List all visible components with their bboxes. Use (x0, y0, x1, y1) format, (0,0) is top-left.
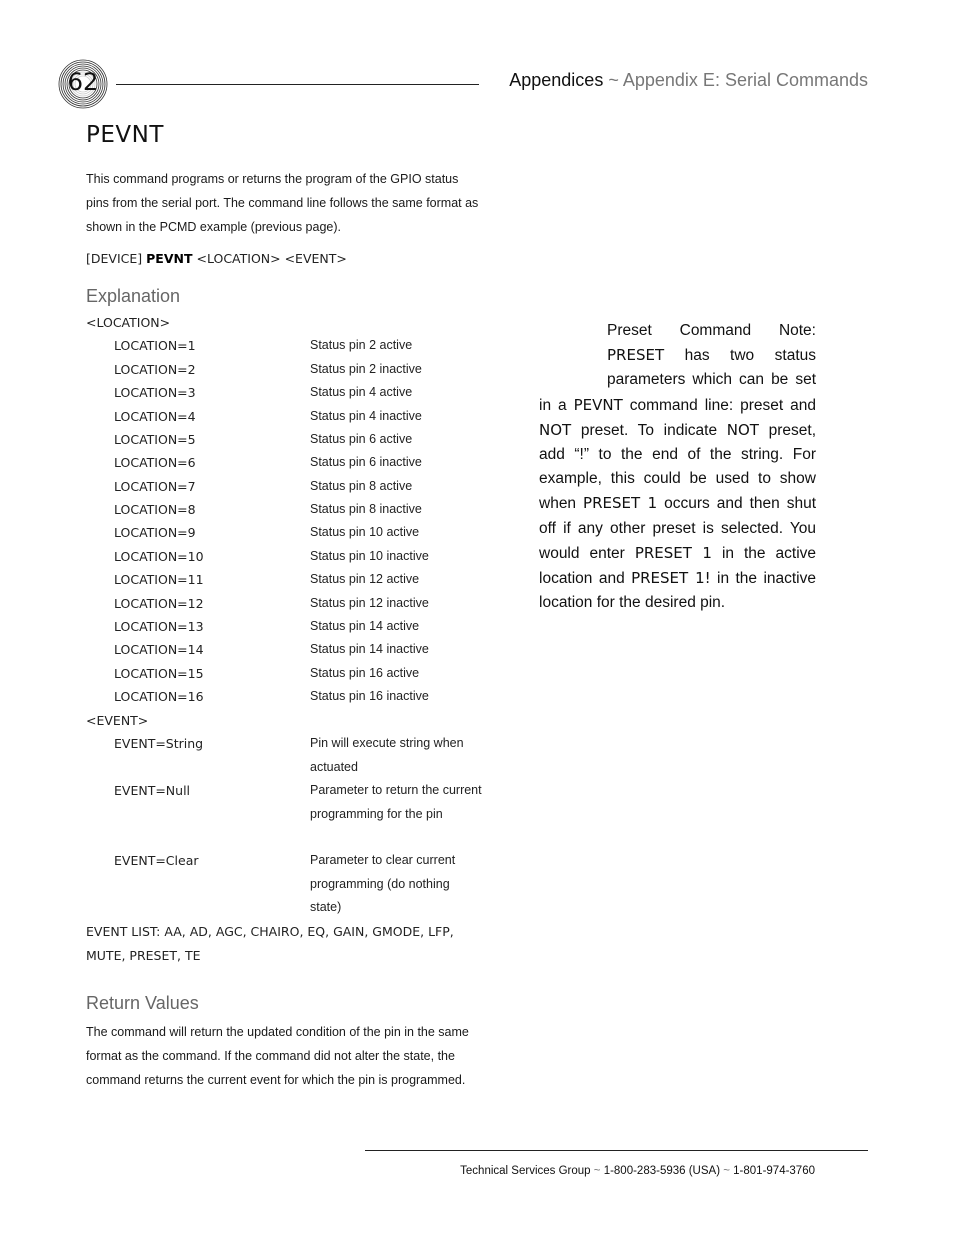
location-key: LOCATION=11 (114, 572, 204, 587)
location-key: LOCATION=12 (114, 596, 204, 611)
location-key: LOCATION=10 (114, 549, 204, 564)
footer-separator: ~ (593, 1165, 601, 1177)
location-label: <LOCATION> (86, 315, 171, 330)
note-code: PRESET 1 (583, 494, 658, 513)
footer-org: Technical Services Group (460, 1165, 591, 1177)
note-text: Preset Command Note: (607, 322, 816, 339)
location-desc: Status pin 14 inactive (310, 642, 429, 656)
note-text: preset, add “!” to the end of the string. For example, this could be used to show when (539, 421, 817, 513)
note-code: PEVNT (573, 395, 623, 414)
location-key: LOCATION=2 (114, 362, 196, 377)
page-number: 62 (67, 68, 99, 96)
location-desc: Status pin 16 active (310, 666, 420, 680)
section-title: Appendices (509, 70, 604, 90)
command-intro: This command programs or returns the program of the GPIO status pins from the serial port. The command line follows the same format as shown in the PCMD example (previous page). (86, 172, 479, 234)
location-desc: Status pin 16 inactive (310, 689, 429, 703)
event-key: EVENT=Clear (114, 853, 199, 868)
footer-separator: ~ (723, 1165, 730, 1177)
explanation-heading: Explanation (86, 286, 181, 306)
location-key: LOCATION=9 (114, 525, 196, 540)
note-text: command line: preset and (629, 396, 816, 414)
location-key: LOCATION=5 (114, 432, 196, 447)
header-separator: ~ (608, 70, 619, 90)
location-desc: Status pin 4 inactive (310, 409, 422, 423)
location-key: LOCATION=8 (114, 502, 196, 517)
event-desc: Parameter to clear current programming (do nothing state) (310, 853, 456, 914)
note-code: PRESET 1! (631, 569, 711, 588)
note-code: PRESET (607, 346, 665, 365)
event-list: EVENT LIST: AA, AD, AGC, CHAIRO, EQ, GAIN, GMODE, LFP, MUTE, PRESET, TE (86, 924, 454, 963)
command-title: PEVNT (86, 122, 164, 148)
header-rule (116, 84, 479, 85)
footer-phone-intl: 1-801-974-3760 (733, 1165, 815, 1177)
event-key: EVENT=Null (114, 783, 191, 798)
note-text: in the inactive location for the desired pin. (539, 570, 816, 612)
location-desc: Status pin 2 active (310, 338, 413, 352)
note-code: NOT (726, 420, 759, 439)
location-desc: Status pin 2 inactive (310, 362, 422, 376)
event-desc: Pin will execute string when actuated (310, 736, 464, 774)
location-desc: Status pin 6 inactive (310, 455, 422, 469)
note-code: PRESET 1 (634, 543, 712, 562)
event-label: <EVENT> (86, 713, 149, 728)
note-text: preset. To indicate (580, 421, 718, 439)
location-key: LOCATION=1 (114, 338, 196, 353)
note-text: occurs and then shut off if any other preset is selected. You would enter (539, 495, 817, 562)
location-key: LOCATION=16 (114, 689, 204, 704)
location-key: LOCATION=13 (114, 619, 204, 634)
page-number-badge (58, 59, 108, 109)
return-values-text: The command will return the updated condition of the pin in the same format as the command. If the command did not alter the state, the command returns the current event for which the pin is programmed. (86, 1025, 469, 1087)
location-desc: Status pin 6 active (310, 432, 413, 446)
location-desc: Status pin 14 active (310, 619, 420, 633)
location-desc: Status pin 8 active (310, 479, 413, 493)
location-key: LOCATION=3 (114, 385, 196, 400)
location-key: LOCATION=6 (114, 455, 196, 470)
footer-phone-usa: 1-800-283-5936 (USA) (603, 1165, 721, 1177)
page-footer (460, 1165, 815, 1177)
location-desc: Status pin 12 active (310, 572, 420, 586)
syntax-prefix: [DEVICE] (86, 251, 143, 266)
footer-rule (365, 1150, 868, 1151)
location-key: LOCATION=15 (114, 666, 204, 681)
location-key: LOCATION=14 (114, 642, 204, 657)
location-desc: Status pin 10 active (310, 525, 420, 539)
syntax-params: <LOCATION> <EVENT> (196, 251, 347, 266)
note-text: has two status parameters which can be set in a (539, 347, 817, 414)
location-desc: Status pin 12 inactive (310, 596, 429, 610)
note-code: NOT (539, 420, 572, 439)
running-header (509, 70, 868, 91)
location-desc: Status pin 8 inactive (310, 502, 422, 516)
event-key: EVENT=String (114, 736, 204, 751)
preset-command-note (539, 319, 816, 615)
location-desc: Status pin 4 active (310, 385, 413, 399)
location-key: LOCATION=7 (114, 479, 196, 494)
note-text: in the active location and (539, 544, 817, 588)
event-desc: Parameter to return the current programming for the pin (310, 783, 482, 821)
location-key: LOCATION=4 (114, 409, 196, 424)
command-syntax (86, 251, 347, 266)
syntax-command: PEVNT (146, 251, 193, 266)
return-values-heading: Return Values (86, 993, 199, 1013)
location-desc: Status pin 10 inactive (310, 549, 429, 563)
subsection-title: Appendix E: Serial Commands (622, 70, 868, 90)
